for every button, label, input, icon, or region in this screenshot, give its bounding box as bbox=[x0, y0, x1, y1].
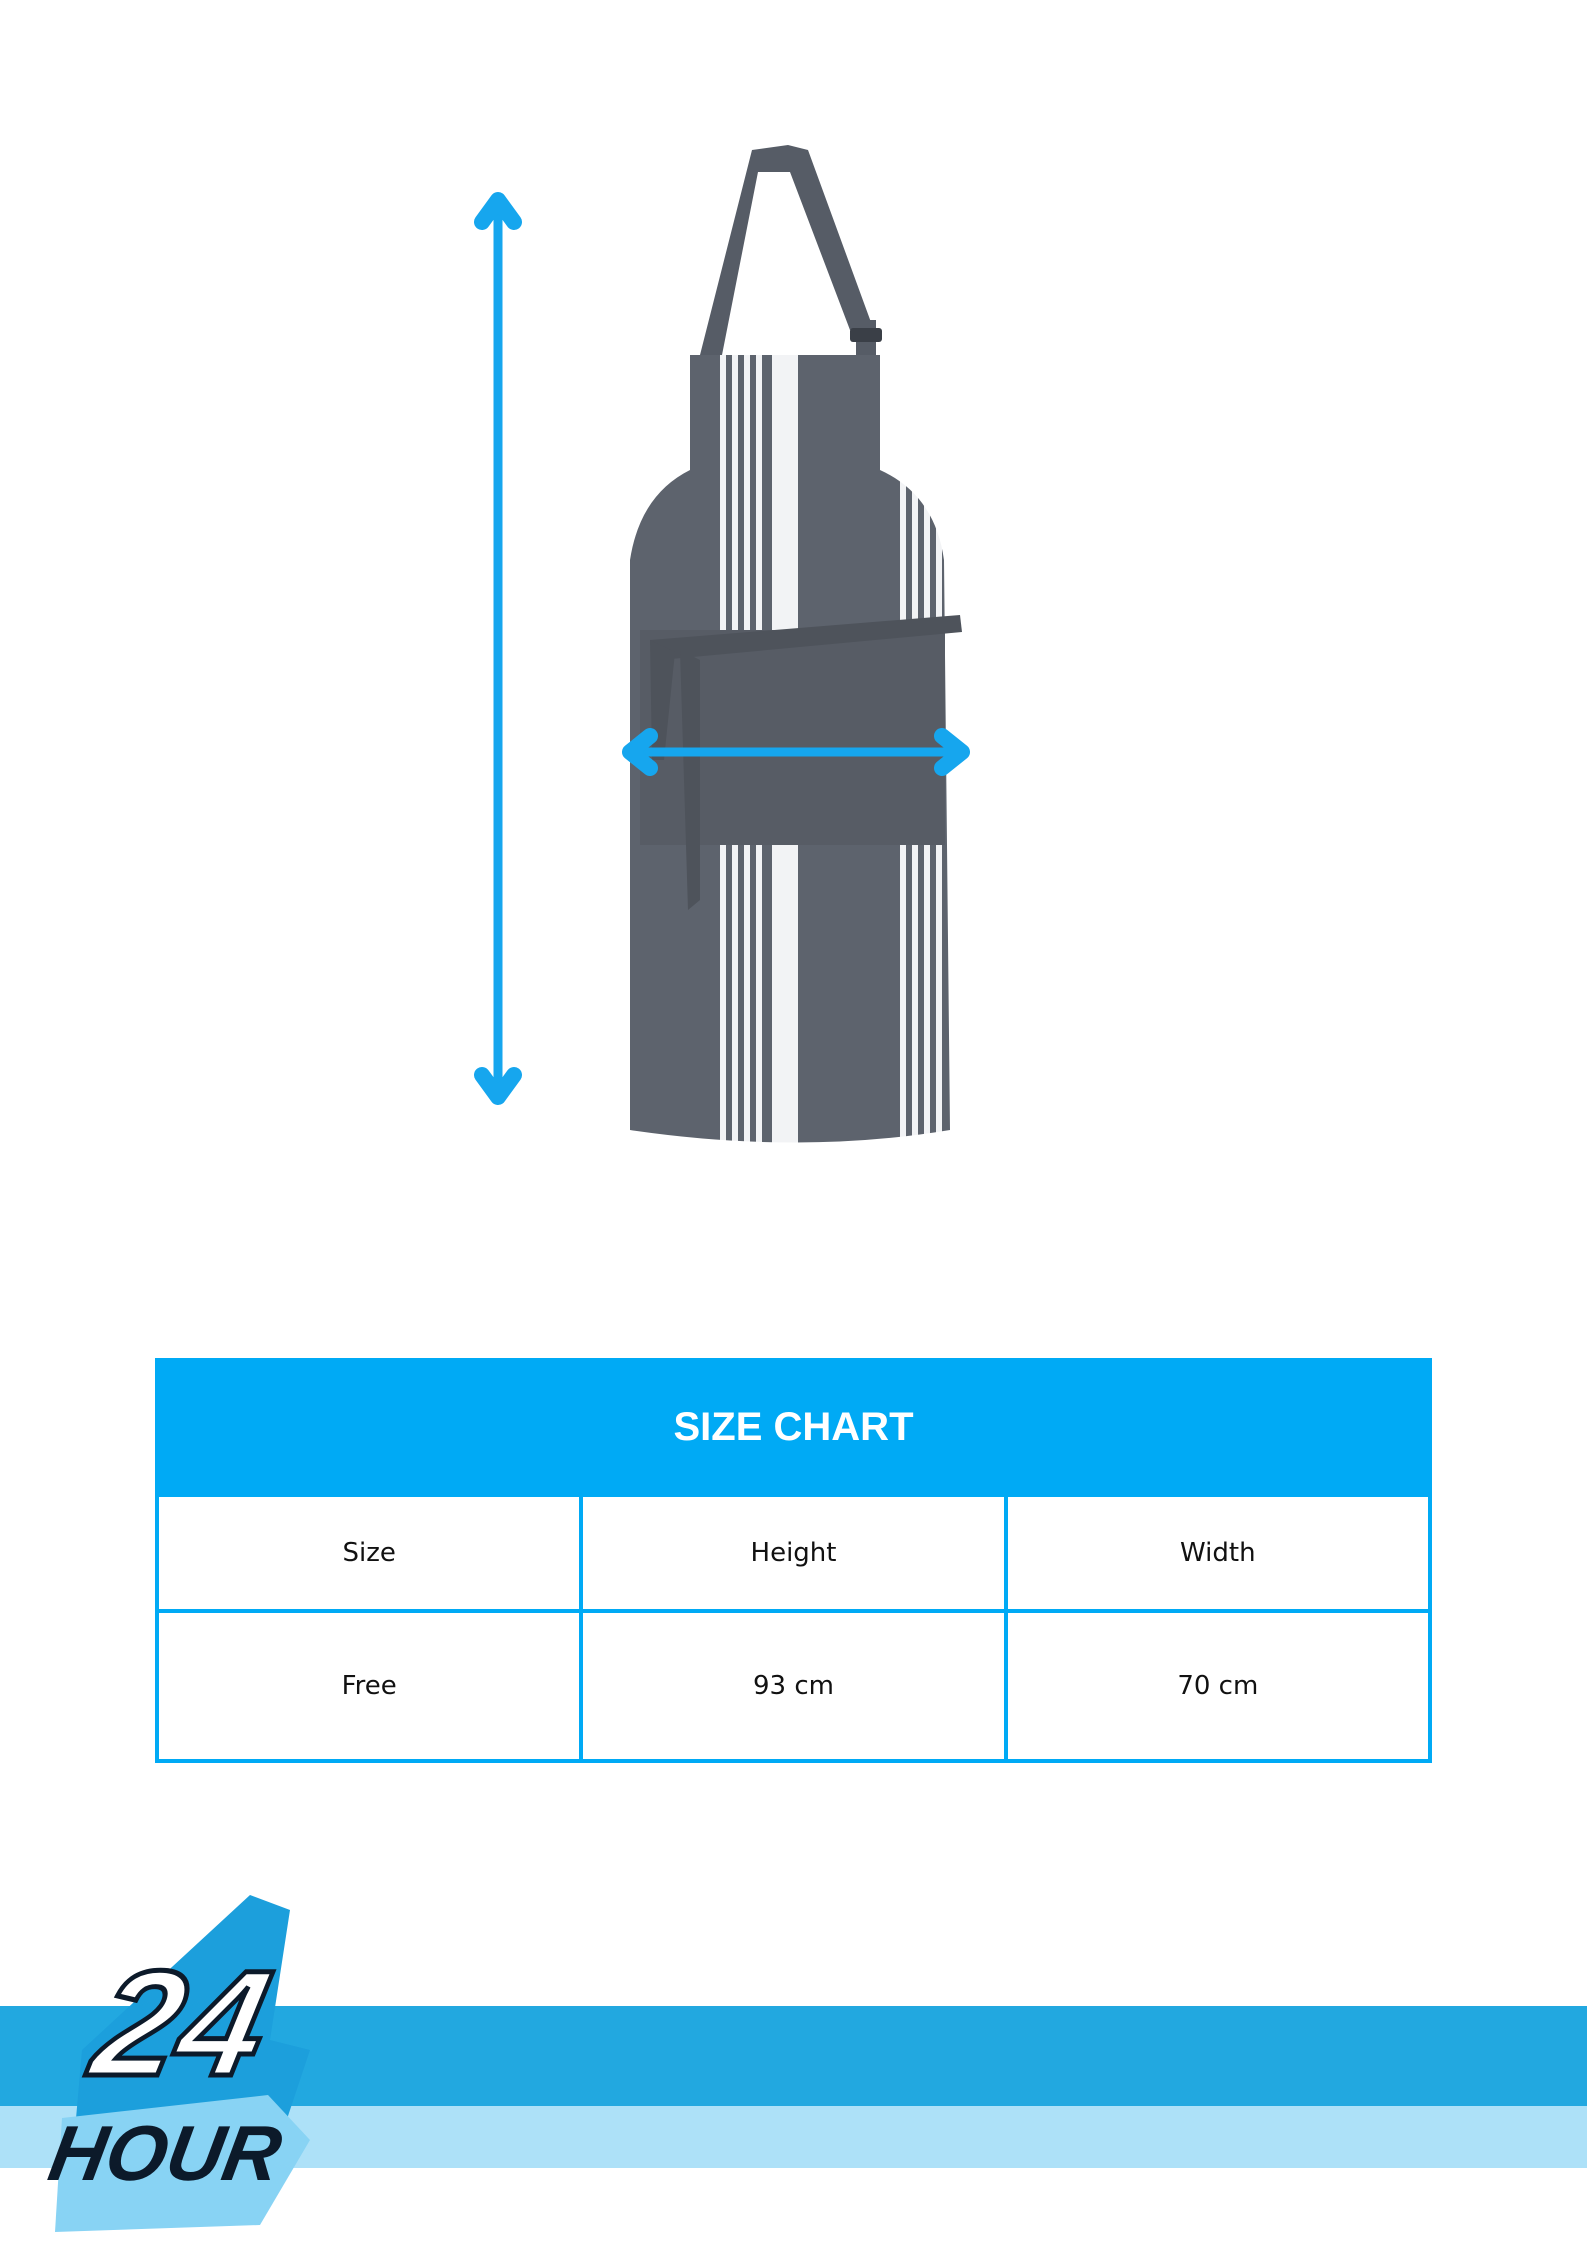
table-row bbox=[157, 1611, 1430, 1761]
logo-24-hour bbox=[43, 1895, 310, 2232]
size-chart-table bbox=[155, 1358, 1432, 1763]
table-header-row bbox=[157, 1495, 1430, 1611]
cell-width-value: 70 cm bbox=[1006, 1611, 1430, 1761]
logo-hour-text: HOUR bbox=[42, 2109, 288, 2197]
apron-image bbox=[630, 145, 962, 1143]
cell-size-value: Free bbox=[157, 1611, 581, 1761]
footer-band bbox=[0, 1880, 1587, 2245]
column-header-width: Width bbox=[1006, 1495, 1430, 1611]
logo-24-text: 24 bbox=[80, 1940, 283, 2108]
column-header-height: Height bbox=[581, 1495, 1005, 1611]
neck-strap bbox=[700, 145, 872, 355]
column-header-size: Size bbox=[157, 1495, 581, 1611]
cell-height-value: 93 cm bbox=[581, 1611, 1005, 1761]
vertical-double-arrow-icon bbox=[482, 200, 514, 1097]
size-chart-title: SIZE CHART bbox=[157, 1360, 1430, 1495]
